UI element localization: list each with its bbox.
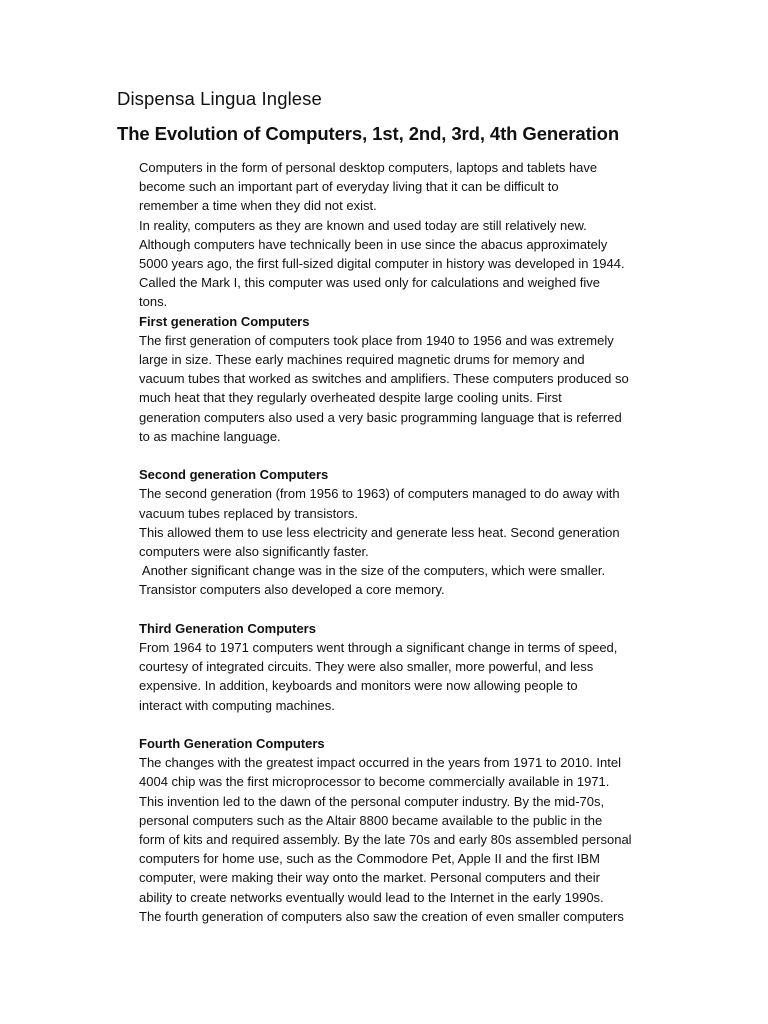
text-line: vacuum tubes that worked as switches and amplifiers. These computers produced so: [139, 371, 629, 387]
document-subtitle: The Evolution of Computers, 1st, 2nd, 3rd, 4th Generation: [117, 123, 620, 144]
text-line: much heat that they regularly overheated despite large cooling units. First: [139, 390, 562, 406]
section-heading: Third Generation Computers: [139, 620, 316, 636]
text-line: expensive. In addition, keyboards and monitors were now allowing people to: [139, 678, 578, 694]
text-line: computers for home use, such as the Commodore Pet, Apple II and the first IBM: [139, 851, 600, 867]
section-first-generation: [139, 312, 679, 446]
section-fourth-generation: [139, 734, 679, 926]
paragraph-spacer: [139, 600, 679, 619]
text-line: This allowed them to use less electricity and generate less heat. Second generation: [139, 524, 620, 540]
section-heading: Fourth Generation Computers: [139, 736, 325, 752]
text-line: Transistor computers also developed a core memory.: [139, 582, 445, 598]
section-third-generation: [139, 619, 679, 715]
text-line: vacuum tubes replaced by transistors.: [139, 505, 358, 521]
text-line: Computers in the form of personal desktop computers, laptops and tablets have: [139, 160, 598, 175]
text-line: Another significant change was in the size of the computers, which were smaller.: [139, 563, 606, 579]
text-line: remember a time when they did not exist.: [139, 198, 377, 214]
section-heading: First generation Computers: [139, 313, 310, 329]
document-body: [139, 158, 679, 926]
text-line: form of kits and required assembly. By the late 70s and early 80s assembled personal: [139, 832, 632, 848]
text-line: tons.: [139, 294, 168, 310]
text-line: From 1964 to 1971 computers went through a significant change in terms of speed,: [139, 640, 618, 656]
text-line: The first generation of computers took place from 1940 to 1956 and was extremely: [139, 332, 614, 348]
text-line: Although computers have technically been in use since the abacus approximately: [139, 236, 608, 252]
document-title: Dispensa Lingua Inglese: [117, 88, 322, 109]
text-line: personal computers such as the Altair 8800 became available to the public in the: [139, 812, 603, 828]
text-line: The changes with the greatest impact occurred in the years from 1971 to 2010. Intel: [139, 755, 621, 771]
text-line: This invention led to the dawn of the personal computer industry. By the mid-70s,: [139, 793, 605, 809]
text-line: to as machine language.: [139, 428, 281, 444]
section-second-generation: [139, 465, 679, 599]
text-line: become such an important part of everyday living that it can be difficult to: [139, 179, 559, 195]
text-line: 4004 chip was the first microprocessor to become commercially available in 1971.: [139, 774, 610, 790]
section-heading: Second generation Computers: [139, 467, 329, 483]
intro-paragraph: [139, 158, 679, 312]
text-line: courtesy of integrated circuits. They were also smaller, more powerful, and less: [139, 659, 594, 675]
paragraph-spacer: [139, 715, 679, 734]
text-line: The fourth generation of computers also saw the creation of even smaller computers: [139, 908, 624, 924]
text-line: generation computers also used a very basic programming language that is referred: [139, 409, 622, 425]
text-line: computers were also significantly faster.: [139, 544, 369, 560]
text-line: 5000 years ago, the first full-sized digital computer in history was developed in 1944.: [139, 256, 625, 272]
text-line: The second generation (from 1956 to 1963) of computers managed to do away with: [139, 486, 620, 502]
text-line: Called the Mark I, this computer was used only for calculations and weighed five: [139, 275, 601, 291]
text-line: In reality, computers as they are known and used today are still relatively new.: [139, 217, 587, 233]
text-line: ability to create networks eventually would lead to the Internet in the early 1990s.: [139, 889, 604, 905]
text-line: computer, were making their way onto the market. Personal computers and their: [139, 870, 600, 886]
text-line: large in size. These early machines required magnetic drums for memory and: [139, 352, 585, 368]
paragraph-spacer: [139, 446, 679, 465]
text-line: interact with computing machines.: [139, 697, 335, 713]
